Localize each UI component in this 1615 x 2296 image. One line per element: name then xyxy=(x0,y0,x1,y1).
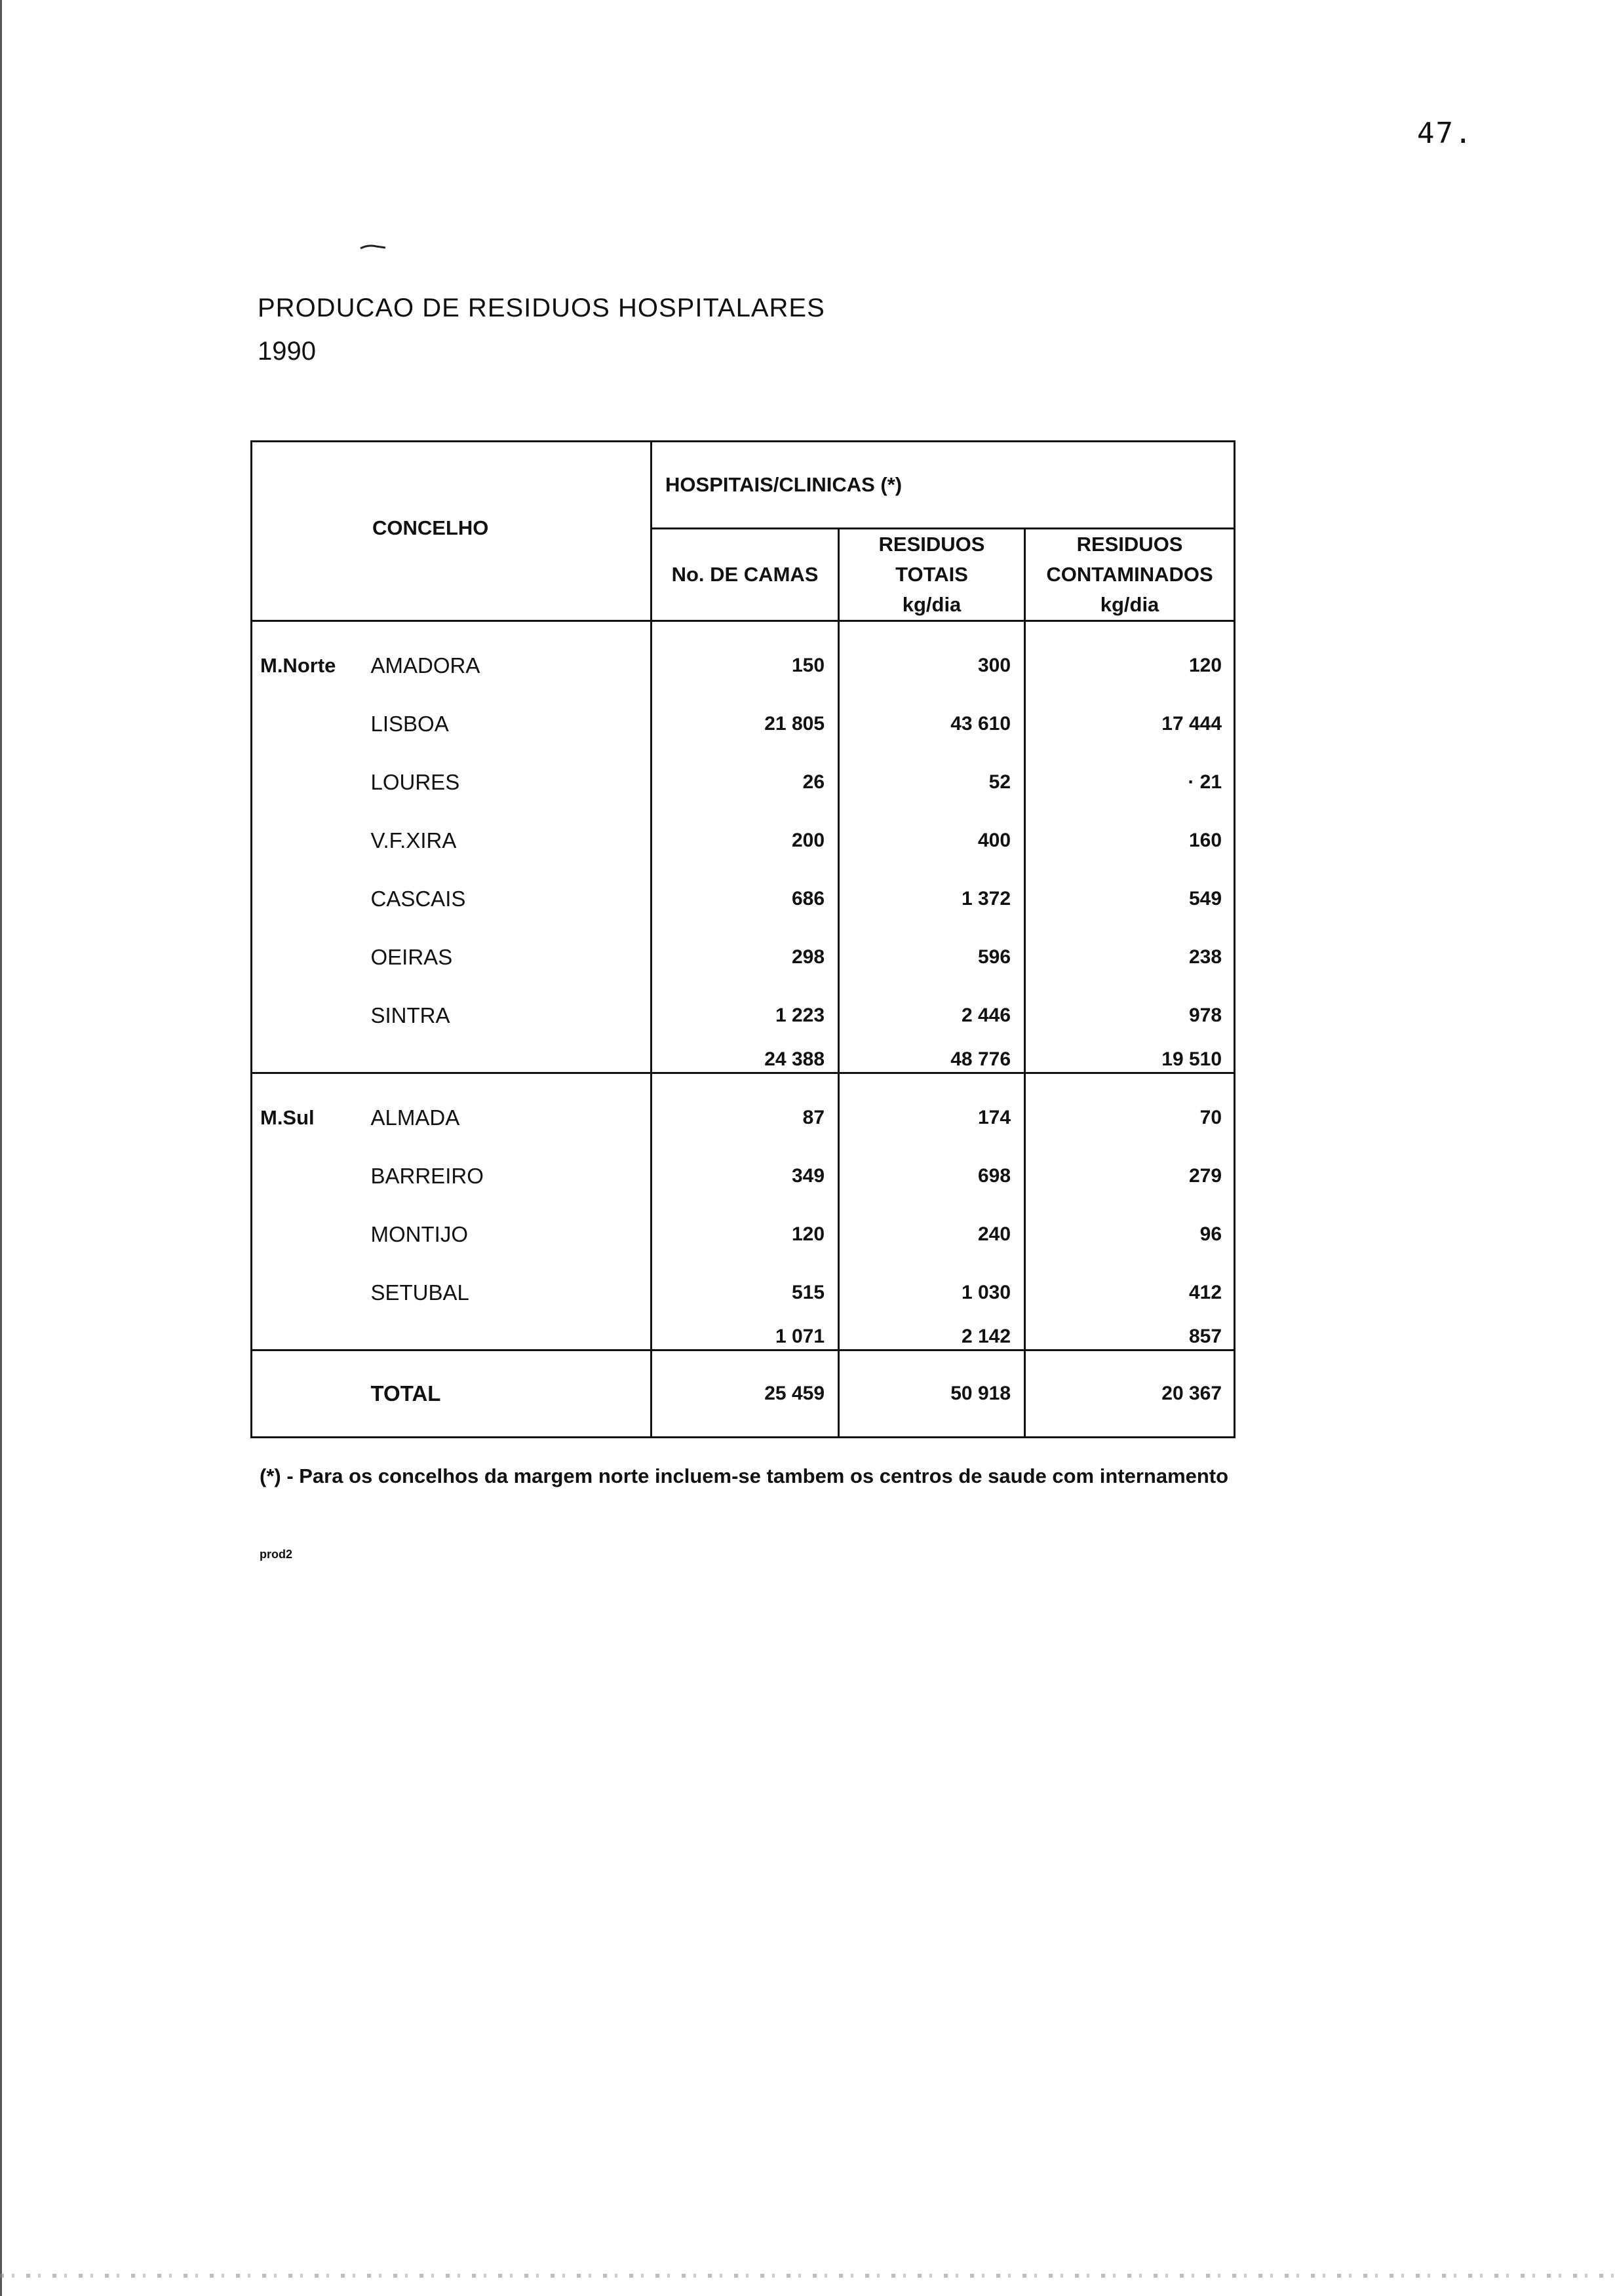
header-row-group xyxy=(252,442,1235,529)
footnote: (*) - Para os concelhos da margem norte incluem-se tambem os centros de saude com internamento xyxy=(260,1464,1229,1487)
totais-value: 52 xyxy=(839,753,1025,811)
header-concelho xyxy=(252,442,652,621)
concelho-name: SINTRA xyxy=(357,986,652,1044)
total-camas: 25 459 xyxy=(652,1350,839,1438)
totais-value: 2 446 xyxy=(839,986,1025,1044)
table-row xyxy=(252,753,1235,811)
table-row xyxy=(252,1263,1235,1322)
totais-value: 400 xyxy=(839,811,1025,870)
document-code: prod2 xyxy=(260,1548,293,1561)
header-residuos-contaminados xyxy=(1025,529,1235,621)
totais-value: 698 xyxy=(839,1147,1025,1205)
contaminados-value: 70 xyxy=(1025,1073,1235,1147)
contaminados-value: 17 444 xyxy=(1025,695,1235,753)
header-line: RESIDUOS xyxy=(878,533,985,556)
table-row xyxy=(252,1073,1235,1147)
table-row xyxy=(252,1147,1235,1205)
table-row xyxy=(252,695,1235,753)
subtotal-row-sul xyxy=(252,1322,1235,1350)
concelho-name: OEIRAS xyxy=(357,928,652,986)
concelho-name: V.F.XIRA xyxy=(357,811,652,870)
contaminados-value: 978 xyxy=(1025,986,1235,1044)
concelho-name: SETUBAL xyxy=(357,1263,652,1322)
header-unit: kg/dia xyxy=(1100,593,1159,616)
camas-value: 21 805 xyxy=(652,695,839,753)
contaminados-value: 120 xyxy=(1025,621,1235,695)
region-label: M.Norte xyxy=(252,621,357,695)
camas-value: 349 xyxy=(652,1147,839,1205)
camas-value: 87 xyxy=(652,1073,839,1147)
page-edge xyxy=(0,0,2,2296)
totais-value: 1 372 xyxy=(839,870,1025,928)
contaminados-value: 549 xyxy=(1025,870,1235,928)
table-row xyxy=(252,811,1235,870)
totais-value: 240 xyxy=(839,1205,1025,1263)
subtotal-totais: 2 142 xyxy=(839,1322,1025,1350)
camas-value: 120 xyxy=(652,1205,839,1263)
total-contaminados: 20 367 xyxy=(1025,1350,1235,1438)
contaminados-value: 96 xyxy=(1025,1205,1235,1263)
totais-value: 596 xyxy=(839,928,1025,986)
totais-value: 1 030 xyxy=(839,1263,1025,1322)
table-row xyxy=(252,621,1235,695)
camas-value: 515 xyxy=(652,1263,839,1322)
header-no-camas: No. DE CAMAS xyxy=(652,529,839,621)
subtotal-totais: 48 776 xyxy=(839,1044,1025,1073)
scan-noise-strip xyxy=(0,2274,1615,2278)
total-totais: 50 918 xyxy=(839,1350,1025,1438)
total-label: TOTAL xyxy=(357,1350,652,1438)
camas-value: 200 xyxy=(652,811,839,870)
header-residuos-totais xyxy=(839,529,1025,621)
table-row xyxy=(252,986,1235,1044)
table-row xyxy=(252,1205,1235,1263)
camas-value: 686 xyxy=(652,870,839,928)
concelho-name: MONTIJO xyxy=(357,1205,652,1263)
subtotal-row-norte xyxy=(252,1044,1235,1073)
header-line: CONTAMINADOS xyxy=(1046,563,1213,586)
concelho-name: CASCAIS xyxy=(357,870,652,928)
total-row xyxy=(252,1350,1235,1438)
header-unit: kg/dia xyxy=(902,593,962,616)
contaminados-value: · 21 xyxy=(1025,753,1235,811)
table-row xyxy=(252,870,1235,928)
totais-value: 174 xyxy=(839,1073,1025,1147)
contaminados-value: 279 xyxy=(1025,1147,1235,1205)
subtotal-contaminados: 19 510 xyxy=(1025,1044,1235,1073)
header-concelho-label: CONCELHO xyxy=(372,516,489,539)
region-label: M.Sul xyxy=(252,1073,357,1147)
stray-pen-mark xyxy=(359,244,388,250)
concelho-name: BARREIRO xyxy=(357,1147,652,1205)
concelho-name: AMADORA xyxy=(357,621,652,695)
header-line: RESIDUOS xyxy=(1076,533,1183,556)
totais-value: 300 xyxy=(839,621,1025,695)
table-row xyxy=(252,928,1235,986)
camas-value: 150 xyxy=(652,621,839,695)
subtotal-camas: 1 071 xyxy=(652,1322,839,1350)
contaminados-value: 238 xyxy=(1025,928,1235,986)
document-title: PRODUCAO DE RESIDUOS HOSPITALARES xyxy=(258,294,825,322)
camas-value: 298 xyxy=(652,928,839,986)
header-line: TOTAIS xyxy=(895,563,968,586)
subtotal-camas: 24 388 xyxy=(652,1044,839,1073)
concelho-name: LISBOA xyxy=(357,695,652,753)
camas-value: 1 223 xyxy=(652,986,839,1044)
concelho-name: ALMADA xyxy=(357,1073,652,1147)
document-year: 1990 xyxy=(258,337,316,366)
header-hospitais-clinicas: HOSPITAIS/CLINICAS (*) xyxy=(652,442,1235,529)
contaminados-value: 412 xyxy=(1025,1263,1235,1322)
camas-value: 26 xyxy=(652,753,839,811)
contaminados-value: 160 xyxy=(1025,811,1235,870)
residuos-table xyxy=(250,440,1236,1438)
concelho-name: LOURES xyxy=(357,753,652,811)
subtotal-contaminados: 857 xyxy=(1025,1322,1235,1350)
totais-value: 43 610 xyxy=(839,695,1025,753)
page-number: 47. xyxy=(1417,117,1473,150)
